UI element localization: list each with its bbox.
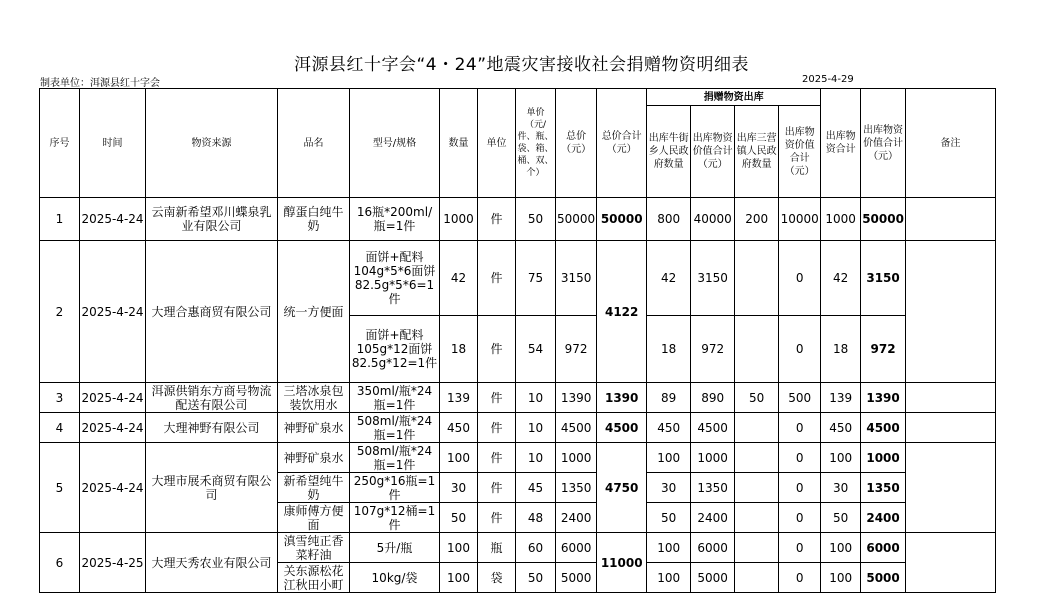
cell-out1-qty: 100 (647, 443, 691, 473)
cell-out-val-total: 1000 (861, 443, 906, 473)
cell-price: 48 (516, 503, 556, 533)
header-name: 品名 (278, 89, 350, 198)
cell-out1-val: 1350 (691, 473, 735, 503)
cell-total: 1000 (556, 443, 597, 473)
cell-source: 大理神野有限公司 (146, 413, 278, 443)
cell-spec: 5升/瓶 (350, 533, 440, 563)
cell-time: 2025-4-24 (80, 413, 146, 443)
cell-price: 54 (516, 316, 556, 383)
header-qty: 数量 (440, 89, 478, 198)
cell-total: 3150 (556, 241, 597, 316)
cell-source: 大理合惠商贸有限公司 (146, 241, 278, 383)
cell-seq: 5 (40, 443, 80, 533)
header-out1-val: 出库物资价值合计（元） (691, 106, 735, 198)
cell-out2-qty (735, 316, 779, 383)
cell-name: 神野矿泉水 (278, 443, 350, 473)
cell-out2-val: 0 (779, 316, 821, 383)
cell-time: 2025-4-24 (80, 241, 146, 383)
cell-seq: 4 (40, 413, 80, 443)
cell-out-val-total: 6000 (861, 533, 906, 563)
cell-out2-val: 500 (779, 383, 821, 413)
cell-qty: 18 (440, 316, 478, 383)
cell-unit: 件 (478, 316, 516, 383)
cell-name: 统一方便面 (278, 241, 350, 383)
cell-out2-qty (735, 563, 779, 593)
cell-price: 50 (516, 198, 556, 241)
cell-unit: 件 (478, 473, 516, 503)
cell-name: 三塔冰泉包装饮用水 (278, 383, 350, 413)
cell-out1-qty: 89 (647, 383, 691, 413)
cell-time: 2025-4-24 (80, 198, 146, 241)
cell-out2-val: 0 (779, 473, 821, 503)
header-out1-qty: 出库牛街乡人民政府数量 (647, 106, 691, 198)
header-time: 时间 (80, 89, 146, 198)
cell-total: 4500 (556, 413, 597, 443)
cell-out-qty-total: 30 (821, 473, 861, 503)
cell-qty: 50 (440, 503, 478, 533)
cell-remark (905, 443, 995, 533)
table-row (40, 383, 996, 413)
cell-name: 滇雪纯正香菜籽油 (278, 533, 350, 563)
cell-out2-qty (735, 241, 779, 316)
header-seq: 序号 (40, 89, 80, 198)
cell-out-val-total: 2400 (861, 503, 906, 533)
cell-out-qty-total: 50 (821, 503, 861, 533)
cell-total: 1350 (556, 473, 597, 503)
cell-name: 醇蛋白纯牛奶 (278, 198, 350, 241)
cell-qty: 42 (440, 241, 478, 316)
cell-out1-qty: 50 (647, 503, 691, 533)
table-row (40, 443, 996, 473)
cell-remark (905, 533, 995, 593)
cell-spec: 面饼+配料105g*12面饼82.5g*12=1件 (350, 316, 440, 383)
cell-out-val-total: 3150 (861, 241, 906, 316)
cell-out1-val: 890 (691, 383, 735, 413)
cell-out2-val: 0 (779, 413, 821, 443)
cell-out1-qty: 100 (647, 563, 691, 593)
cell-spec: 250g*16瓶=1件 (350, 473, 440, 503)
cell-time: 2025-4-25 (80, 533, 146, 593)
table-row (40, 413, 996, 443)
cell-out1-val: 3150 (691, 241, 735, 316)
cell-out1-qty: 42 (647, 241, 691, 316)
header-out-group: 捐赠物资出库 (647, 89, 821, 106)
cell-spec: 面饼+配料104g*5*6面饼82.5g*5*6=1件 (350, 241, 440, 316)
cell-seq: 6 (40, 533, 80, 593)
cell-spec: 350ml/瓶*24瓶=1件 (350, 383, 440, 413)
cell-qty: 100 (440, 533, 478, 563)
cell-remark (905, 413, 995, 443)
cell-out-qty-total: 42 (821, 241, 861, 316)
cell-out-qty-total: 1000 (821, 198, 861, 241)
header-row (40, 89, 996, 106)
cell-out2-qty (735, 533, 779, 563)
cell-out1-val: 4500 (691, 413, 735, 443)
cell-unit: 件 (478, 241, 516, 316)
cell-unit: 件 (478, 503, 516, 533)
cell-qty: 139 (440, 383, 478, 413)
cell-price: 10 (516, 443, 556, 473)
cell-time: 2025-4-24 (80, 383, 146, 413)
cell-price: 10 (516, 413, 556, 443)
cell-out1-val: 1000 (691, 443, 735, 473)
table-row (40, 198, 996, 241)
cell-remark (905, 241, 995, 383)
cell-out1-qty: 100 (647, 533, 691, 563)
cell-out1-qty: 800 (647, 198, 691, 241)
cell-spec: 508ml/瓶*24瓶=1件 (350, 413, 440, 443)
cell-out1-qty: 450 (647, 413, 691, 443)
cell-source: 洱源供销东方商号物流配送有限公司 (146, 383, 278, 413)
cell-out-val-total: 50000 (861, 198, 906, 241)
cell-out1-val: 5000 (691, 563, 735, 593)
cell-out-val-total: 4500 (861, 413, 906, 443)
cell-out1-val: 6000 (691, 533, 735, 563)
cell-total: 6000 (556, 533, 597, 563)
cell-out-qty-total: 139 (821, 383, 861, 413)
cell-qty: 1000 (440, 198, 478, 241)
cell-source: 大理市展禾商贸有限公司 (146, 443, 278, 533)
cell-out-qty-total: 450 (821, 413, 861, 443)
header-out-val-total: 出库物资价值合计（元） (861, 89, 906, 198)
cell-out1-qty: 18 (647, 316, 691, 383)
cell-total-sum: 1390 (597, 383, 647, 413)
cell-spec: 16瓶*200ml/瓶=1件 (350, 198, 440, 241)
cell-qty: 450 (440, 413, 478, 443)
cell-name: 神野矿泉水 (278, 413, 350, 443)
cell-time: 2025-4-24 (80, 443, 146, 533)
cell-seq: 2 (40, 241, 80, 383)
table-row (40, 533, 996, 563)
cell-out2-val: 0 (779, 503, 821, 533)
header-remark: 备注 (905, 89, 995, 198)
header-out-qty-total: 出库物资合计 (821, 89, 861, 198)
cell-price: 45 (516, 473, 556, 503)
cell-spec: 508ml/瓶*24瓶=1件 (350, 443, 440, 473)
cell-out-val-total: 1350 (861, 473, 906, 503)
cell-name: 康师傅方便面 (278, 503, 350, 533)
cell-seq: 1 (40, 198, 80, 241)
cell-unit: 瓶 (478, 533, 516, 563)
cell-out2-val: 0 (779, 241, 821, 316)
cell-total-sum: 4500 (597, 413, 647, 443)
cell-total: 1390 (556, 383, 597, 413)
cell-out2-qty: 50 (735, 383, 779, 413)
unit-label: 制表单位：洱源县红十字会 (40, 78, 160, 89)
header-out2-val: 出库物资价值合计（元） (779, 106, 821, 198)
cell-name: 新希望纯牛奶 (278, 473, 350, 503)
cell-unit: 件 (478, 413, 516, 443)
cell-total-sum: 4750 (597, 443, 647, 533)
page-title: 洱源县红十字会“4・24”地震灾害接收社会捐赠物资明细表 (293, 55, 750, 75)
cell-total: 5000 (556, 563, 597, 593)
cell-unit: 袋 (478, 563, 516, 593)
cell-source: 大理天秀农业有限公司 (146, 533, 278, 593)
cell-out2-qty: 200 (735, 198, 779, 241)
header-spec: 型号/规格 (350, 89, 440, 198)
cell-remark (905, 198, 995, 241)
cell-out2-val: 0 (779, 533, 821, 563)
cell-spec: 107g*12桶=1件 (350, 503, 440, 533)
cell-out1-qty: 30 (647, 473, 691, 503)
cell-out-qty-total: 100 (821, 533, 861, 563)
cell-total: 972 (556, 316, 597, 383)
cell-price: 75 (516, 241, 556, 316)
cell-out-qty-total: 100 (821, 563, 861, 593)
cell-out-qty-total: 100 (821, 443, 861, 473)
cell-out1-val: 40000 (691, 198, 735, 241)
cell-price: 50 (516, 563, 556, 593)
header-price: 单价（元/件、瓶、袋、箱、桶、双、个） (516, 89, 556, 198)
cell-out2-qty (735, 503, 779, 533)
table-row (40, 241, 996, 316)
donation-table (39, 88, 996, 593)
cell-unit: 件 (478, 198, 516, 241)
cell-out1-val: 972 (691, 316, 735, 383)
cell-out-val-total: 1390 (861, 383, 906, 413)
cell-price: 60 (516, 533, 556, 563)
cell-qty: 30 (440, 473, 478, 503)
cell-unit: 件 (478, 383, 516, 413)
cell-out-qty-total: 18 (821, 316, 861, 383)
cell-seq: 3 (40, 383, 80, 413)
report-date: 2025-4-29 (802, 74, 854, 85)
cell-total: 50000 (556, 198, 597, 241)
cell-total: 2400 (556, 503, 597, 533)
cell-source: 云南新希望邓川蝶泉乳业有限公司 (146, 198, 278, 241)
header-total-sum: 总价合计（元） (597, 89, 647, 198)
cell-total-sum: 11000 (597, 533, 647, 593)
cell-spec: 10kg/袋 (350, 563, 440, 593)
cell-unit: 件 (478, 443, 516, 473)
cell-out2-qty (735, 473, 779, 503)
cell-out1-val: 2400 (691, 503, 735, 533)
cell-out2-qty (735, 413, 779, 443)
header-out2-qty: 出库三营镇人民政府数量 (735, 106, 779, 198)
cell-price: 10 (516, 383, 556, 413)
cell-total-sum: 50000 (597, 198, 647, 241)
header-unit: 单位 (478, 89, 516, 198)
cell-name: 关东源松花江秋田小町 (278, 563, 350, 593)
cell-qty: 100 (440, 563, 478, 593)
header-source: 物资来源 (146, 89, 278, 198)
header-total: 总价（元） (556, 89, 597, 198)
cell-out-val-total: 5000 (861, 563, 906, 593)
cell-out2-val: 0 (779, 563, 821, 593)
cell-total-sum: 4122 (597, 241, 647, 383)
cell-out2-qty (735, 443, 779, 473)
cell-qty: 100 (440, 443, 478, 473)
cell-remark (905, 383, 995, 413)
cell-out2-val: 0 (779, 443, 821, 473)
cell-out-val-total: 972 (861, 316, 906, 383)
cell-out2-val: 10000 (779, 198, 821, 241)
